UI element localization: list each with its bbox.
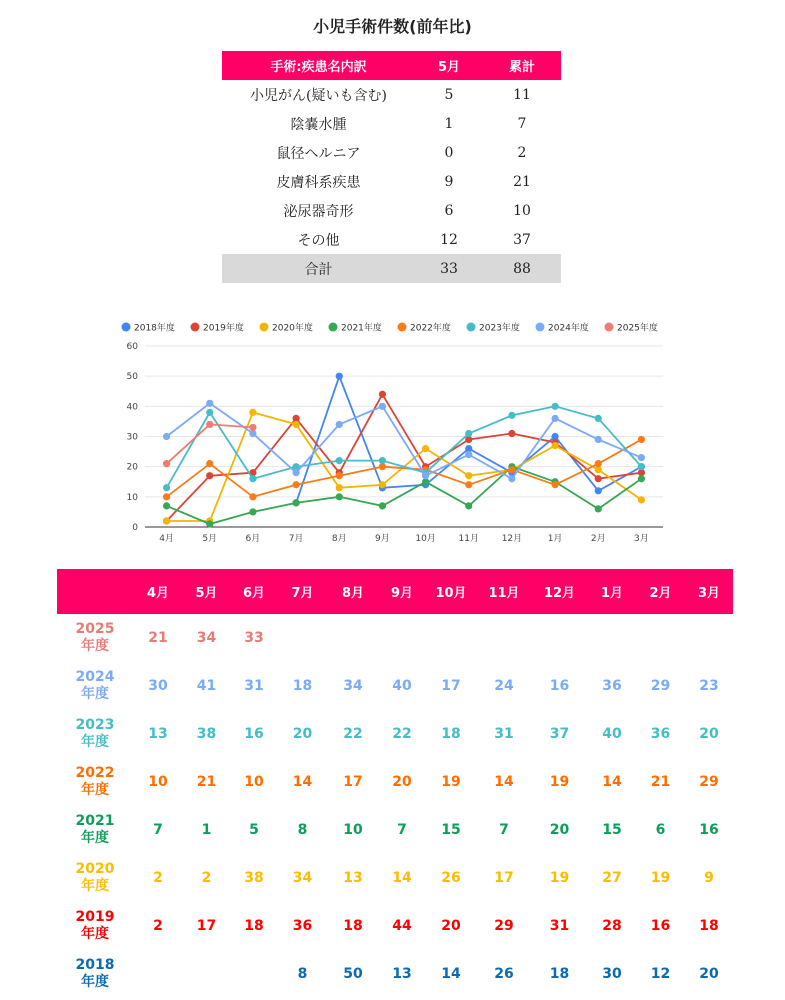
legend-marker bbox=[467, 323, 476, 332]
month-value bbox=[183, 950, 230, 998]
month-value: 16 bbox=[699, 822, 719, 838]
data-point bbox=[206, 409, 213, 416]
data-point bbox=[249, 409, 256, 416]
year-suffix: 年度 bbox=[81, 734, 109, 750]
summary-row bbox=[222, 80, 561, 109]
data-point bbox=[465, 430, 472, 437]
year-suffix: 年度 bbox=[81, 638, 109, 654]
summary-header-disease: 手術:疾患名内訳 bbox=[222, 51, 415, 80]
summary-header-month: 5月 bbox=[415, 51, 483, 80]
month-value: 15 bbox=[441, 822, 461, 838]
summary-row bbox=[222, 109, 561, 138]
month-value bbox=[588, 614, 636, 662]
data-point bbox=[336, 373, 343, 380]
month-value bbox=[531, 614, 588, 662]
year-number: 2025 bbox=[75, 621, 115, 637]
y-tick-label: 60 bbox=[126, 342, 138, 352]
month-value: 38 bbox=[196, 726, 217, 742]
month-value: 7 bbox=[499, 822, 509, 838]
summary-month-count: 0 bbox=[444, 144, 454, 161]
month-value: 24 bbox=[494, 678, 514, 694]
y-tick-label: 40 bbox=[126, 402, 138, 413]
month-value: 19 bbox=[441, 774, 461, 790]
x-tick-label: 4月 bbox=[159, 534, 174, 544]
summary-total-row bbox=[222, 254, 561, 283]
month-value: 2 bbox=[153, 918, 163, 934]
data-point bbox=[163, 460, 170, 467]
month-value: 40 bbox=[392, 678, 412, 694]
month-value: 22 bbox=[392, 726, 412, 742]
summary-table bbox=[222, 51, 561, 283]
data-point bbox=[551, 415, 558, 422]
month-value: 18 bbox=[441, 726, 461, 742]
legend-label: 2025年度 bbox=[617, 323, 658, 334]
month-value: 41 bbox=[196, 678, 217, 694]
month-header: 11月 bbox=[477, 569, 531, 614]
month-value: 18 bbox=[549, 966, 570, 982]
data-point bbox=[379, 391, 386, 398]
month-value: 5 bbox=[249, 822, 259, 838]
legend-label: 2022年度 bbox=[410, 323, 451, 334]
data-point bbox=[638, 496, 645, 503]
month-value: 36 bbox=[292, 918, 313, 934]
series-line bbox=[167, 406, 642, 488]
data-point bbox=[292, 481, 299, 488]
data-point bbox=[292, 421, 299, 428]
month-value: 18 bbox=[699, 918, 719, 934]
summary-disease: その他 bbox=[297, 232, 340, 249]
x-tick-label: 1月 bbox=[547, 534, 563, 544]
data-point bbox=[292, 469, 299, 476]
month-value: 20 bbox=[699, 726, 719, 742]
month-value bbox=[425, 614, 477, 662]
month-header: 6月 bbox=[230, 569, 278, 614]
x-tick-label: 10月 bbox=[415, 534, 436, 544]
month-value: 34 bbox=[196, 630, 217, 646]
legend-label: 2019年度 bbox=[203, 323, 244, 334]
series-line bbox=[167, 467, 642, 524]
x-tick-label: 7月 bbox=[288, 534, 304, 544]
month-value bbox=[133, 950, 183, 998]
summary-disease: 鼠径ヘルニア bbox=[276, 145, 361, 162]
month-value: 36 bbox=[650, 726, 671, 742]
month-value bbox=[477, 614, 531, 662]
year-suffix: 年度 bbox=[81, 830, 109, 846]
month-value bbox=[636, 614, 685, 662]
month-header: 12月 bbox=[531, 569, 588, 614]
legend-label: 2023年度 bbox=[479, 323, 520, 334]
y-tick-label: 20 bbox=[126, 462, 138, 473]
data-point bbox=[595, 415, 602, 422]
data-point bbox=[638, 475, 645, 482]
legend-label: 2020年度 bbox=[272, 323, 313, 334]
data-point bbox=[249, 508, 256, 515]
summary-row bbox=[222, 138, 561, 167]
month-value: 12 bbox=[650, 966, 671, 982]
summary-disease: 皮膚科系疾患 bbox=[276, 174, 361, 191]
month-value: 19 bbox=[549, 774, 570, 790]
data-point bbox=[595, 436, 602, 443]
summary-cumulative-count: 7 bbox=[517, 115, 527, 132]
month-value: 8 bbox=[297, 822, 308, 838]
summary-disease: 陰嚢水腫 bbox=[290, 116, 347, 133]
month-value: 38 bbox=[244, 870, 264, 886]
data-point bbox=[508, 430, 515, 437]
month-header: 5月 bbox=[183, 569, 230, 614]
month-value: 7 bbox=[153, 822, 163, 838]
data-point bbox=[379, 502, 386, 509]
summary-row bbox=[222, 167, 561, 196]
year-label bbox=[57, 854, 133, 902]
month-value: 18 bbox=[292, 678, 313, 694]
data-point bbox=[551, 442, 558, 449]
month-value: 20 bbox=[699, 966, 719, 982]
month-value: 26 bbox=[441, 870, 461, 886]
month-header: 7月 bbox=[278, 569, 327, 614]
month-header: 10月 bbox=[425, 569, 477, 614]
x-tick-label: 6月 bbox=[245, 534, 261, 544]
year-number: 2022 bbox=[75, 765, 115, 781]
month-value: 17 bbox=[441, 678, 461, 694]
month-header: 9月 bbox=[379, 569, 425, 614]
month-value: 21 bbox=[196, 774, 217, 790]
data-point bbox=[551, 481, 558, 488]
month-value: 20 bbox=[392, 774, 412, 790]
month-value: 20 bbox=[549, 822, 570, 838]
data-point bbox=[638, 436, 645, 443]
summary-header-cumulative: 累計 bbox=[483, 51, 561, 80]
month-value: 20 bbox=[441, 918, 461, 934]
month-value bbox=[230, 950, 278, 998]
month-value: 13 bbox=[148, 726, 168, 742]
data-point bbox=[465, 472, 472, 479]
month-header: 2月 bbox=[636, 569, 685, 614]
data-point bbox=[508, 412, 515, 419]
year-row bbox=[57, 614, 733, 662]
month-value: 21 bbox=[148, 630, 168, 646]
month-value: 28 bbox=[602, 918, 622, 934]
data-point bbox=[206, 460, 213, 467]
data-point bbox=[163, 433, 170, 440]
month-value: 34 bbox=[343, 678, 363, 694]
month-value: 14 bbox=[392, 870, 412, 886]
data-point bbox=[163, 517, 170, 524]
summary-disease: 泌尿器奇形 bbox=[283, 203, 354, 220]
data-point bbox=[465, 502, 472, 509]
data-point bbox=[249, 493, 256, 500]
year-label bbox=[57, 758, 133, 806]
month-value: 19 bbox=[549, 870, 570, 886]
x-tick-label: 8月 bbox=[331, 534, 347, 544]
month-header: 4月 bbox=[133, 569, 183, 614]
data-point bbox=[422, 445, 429, 452]
data-point bbox=[508, 475, 515, 482]
year-label bbox=[57, 662, 133, 710]
month-value bbox=[327, 614, 379, 662]
month-value: 31 bbox=[549, 918, 570, 934]
month-value bbox=[379, 614, 425, 662]
summary-disease: 小児がん(疑いも含む) bbox=[250, 87, 387, 104]
legend-marker bbox=[122, 323, 131, 332]
data-point bbox=[595, 460, 602, 467]
month-value: 17 bbox=[196, 918, 217, 934]
summary-total-cumulative: 88 bbox=[483, 254, 561, 283]
data-point bbox=[422, 472, 429, 479]
summary-month-count: 9 bbox=[444, 173, 454, 190]
data-point bbox=[336, 421, 343, 428]
line-chart bbox=[110, 316, 670, 548]
month-header: 8月 bbox=[327, 569, 379, 614]
legend-label: 2024年度 bbox=[548, 323, 589, 334]
year-suffix: 年度 bbox=[81, 782, 109, 798]
month-value: 50 bbox=[343, 966, 363, 982]
x-tick-label: 9月 bbox=[375, 534, 390, 544]
data-point bbox=[508, 466, 515, 473]
month-value bbox=[278, 614, 327, 662]
month-value: 14 bbox=[292, 774, 313, 790]
data-point bbox=[465, 451, 472, 458]
month-value: 33 bbox=[244, 630, 264, 646]
monthly-table bbox=[57, 569, 733, 998]
year-suffix: 年度 bbox=[81, 926, 109, 942]
month-value: 30 bbox=[148, 678, 168, 694]
legend-marker bbox=[605, 323, 614, 332]
series-line bbox=[167, 394, 642, 521]
legend-label: 2021年度 bbox=[341, 323, 382, 334]
month-value: 18 bbox=[343, 918, 363, 934]
month-value: 6 bbox=[655, 822, 666, 838]
month-value: 1 bbox=[201, 822, 212, 838]
year-number: 2023 bbox=[75, 717, 115, 733]
data-point bbox=[206, 400, 213, 407]
month-value: 9 bbox=[704, 870, 714, 886]
month-value: 10 bbox=[148, 774, 168, 790]
summary-cumulative-count: 11 bbox=[513, 86, 531, 103]
legend-marker bbox=[329, 323, 338, 332]
month-value: 2 bbox=[201, 870, 212, 886]
year-row bbox=[57, 854, 733, 902]
legend-marker bbox=[191, 323, 200, 332]
year-row bbox=[57, 950, 733, 998]
year-suffix: 年度 bbox=[81, 686, 109, 702]
month-value: 31 bbox=[244, 678, 264, 694]
month-value: 27 bbox=[602, 870, 622, 886]
y-tick-label: 30 bbox=[126, 432, 138, 443]
legend-marker bbox=[260, 323, 269, 332]
month-value: 14 bbox=[441, 966, 461, 982]
month-value: 10 bbox=[343, 822, 363, 838]
data-point bbox=[379, 457, 386, 464]
month-value: 14 bbox=[494, 774, 514, 790]
year-number: 2018 bbox=[75, 957, 115, 973]
month-value: 16 bbox=[650, 918, 671, 934]
data-point bbox=[336, 484, 343, 491]
data-point bbox=[465, 481, 472, 488]
monthly-header-blank bbox=[57, 569, 133, 614]
year-number: 2021 bbox=[75, 813, 115, 829]
month-value: 17 bbox=[343, 774, 363, 790]
month-value: 18 bbox=[244, 918, 264, 934]
year-number: 2019 bbox=[75, 909, 115, 925]
month-value: 14 bbox=[602, 774, 622, 790]
month-value: 16 bbox=[244, 726, 264, 742]
summary-total-month: 33 bbox=[415, 254, 483, 283]
month-value: 7 bbox=[397, 822, 407, 838]
month-value: 34 bbox=[292, 870, 313, 886]
month-value: 13 bbox=[392, 966, 412, 982]
month-value: 10 bbox=[244, 774, 264, 790]
month-value: 20 bbox=[292, 726, 313, 742]
month-value: 29 bbox=[699, 774, 719, 790]
data-point bbox=[206, 472, 213, 479]
data-point bbox=[336, 457, 343, 464]
monthly-table-body bbox=[57, 614, 733, 998]
month-value: 13 bbox=[343, 870, 363, 886]
month-value: 19 bbox=[650, 870, 671, 886]
month-value: 26 bbox=[494, 966, 514, 982]
summary-cumulative-count: 10 bbox=[513, 202, 531, 219]
month-value: 2 bbox=[153, 870, 163, 886]
year-row bbox=[57, 662, 733, 710]
legend-marker bbox=[536, 323, 545, 332]
month-value bbox=[685, 614, 733, 662]
summary-row bbox=[222, 196, 561, 225]
month-value: 22 bbox=[343, 726, 363, 742]
data-point bbox=[163, 493, 170, 500]
month-value: 30 bbox=[602, 966, 622, 982]
month-value: 29 bbox=[494, 918, 514, 934]
data-point bbox=[336, 472, 343, 479]
x-tick-label: 12月 bbox=[501, 534, 523, 544]
data-point bbox=[336, 493, 343, 500]
year-suffix: 年度 bbox=[81, 974, 109, 990]
summary-header-row bbox=[222, 51, 561, 80]
data-point bbox=[595, 487, 602, 494]
month-value: 17 bbox=[494, 870, 514, 886]
year-label bbox=[57, 902, 133, 950]
data-point bbox=[163, 502, 170, 509]
month-value: 21 bbox=[650, 774, 671, 790]
month-value: 16 bbox=[549, 678, 570, 694]
y-tick-label: 50 bbox=[126, 372, 138, 383]
year-number: 2020 bbox=[75, 861, 115, 877]
month-header: 1月 bbox=[588, 569, 636, 614]
year-label bbox=[57, 806, 133, 854]
data-point bbox=[595, 475, 602, 482]
data-point bbox=[249, 424, 256, 431]
data-point bbox=[379, 403, 386, 410]
month-value: 23 bbox=[699, 678, 719, 694]
month-value: 15 bbox=[602, 822, 622, 838]
legend-marker bbox=[398, 323, 407, 332]
year-suffix: 年度 bbox=[81, 878, 109, 894]
year-row bbox=[57, 758, 733, 806]
data-point bbox=[249, 475, 256, 482]
summary-month-count: 1 bbox=[444, 115, 454, 132]
year-label bbox=[57, 950, 133, 998]
legend-label: 2018年度 bbox=[134, 323, 175, 334]
month-value: 31 bbox=[494, 726, 514, 742]
month-value: 40 bbox=[602, 726, 622, 742]
year-row bbox=[57, 806, 733, 854]
x-tick-label: 11月 bbox=[458, 534, 479, 544]
month-value: 8 bbox=[297, 966, 308, 982]
month-value: 29 bbox=[650, 678, 671, 694]
summary-total-label: 合計 bbox=[222, 254, 415, 283]
data-point bbox=[379, 481, 386, 488]
page-title: 小児手術件数(前年比) bbox=[313, 17, 472, 36]
summary-cumulative-count: 37 bbox=[513, 231, 531, 248]
y-tick-label: 0 bbox=[132, 523, 138, 533]
year-label bbox=[57, 710, 133, 758]
summary-row bbox=[222, 225, 561, 254]
summary-month-count: 12 bbox=[440, 231, 458, 248]
summary-month-count: 6 bbox=[444, 202, 454, 219]
data-point bbox=[206, 520, 213, 527]
data-point bbox=[206, 421, 213, 428]
data-point bbox=[638, 463, 645, 470]
data-point bbox=[638, 454, 645, 461]
year-row bbox=[57, 902, 733, 950]
year-number: 2024 bbox=[75, 669, 115, 685]
month-value: 36 bbox=[602, 678, 622, 694]
x-tick-label: 2月 bbox=[590, 534, 606, 544]
year-label bbox=[57, 614, 133, 662]
monthly-header-row bbox=[57, 569, 733, 614]
month-value: 37 bbox=[549, 726, 570, 742]
data-point bbox=[595, 505, 602, 512]
summary-cumulative-count: 2 bbox=[517, 144, 527, 161]
data-point bbox=[551, 403, 558, 410]
x-tick-label: 5月 bbox=[202, 534, 218, 544]
data-point bbox=[163, 484, 170, 491]
y-tick-label: 10 bbox=[126, 492, 138, 503]
month-header: 3月 bbox=[685, 569, 733, 614]
summary-month-count: 5 bbox=[444, 86, 454, 103]
month-value: 44 bbox=[392, 918, 412, 934]
data-point bbox=[292, 499, 299, 506]
year-row bbox=[57, 710, 733, 758]
summary-cumulative-count: 21 bbox=[513, 173, 531, 190]
x-tick-label: 3月 bbox=[634, 534, 649, 544]
